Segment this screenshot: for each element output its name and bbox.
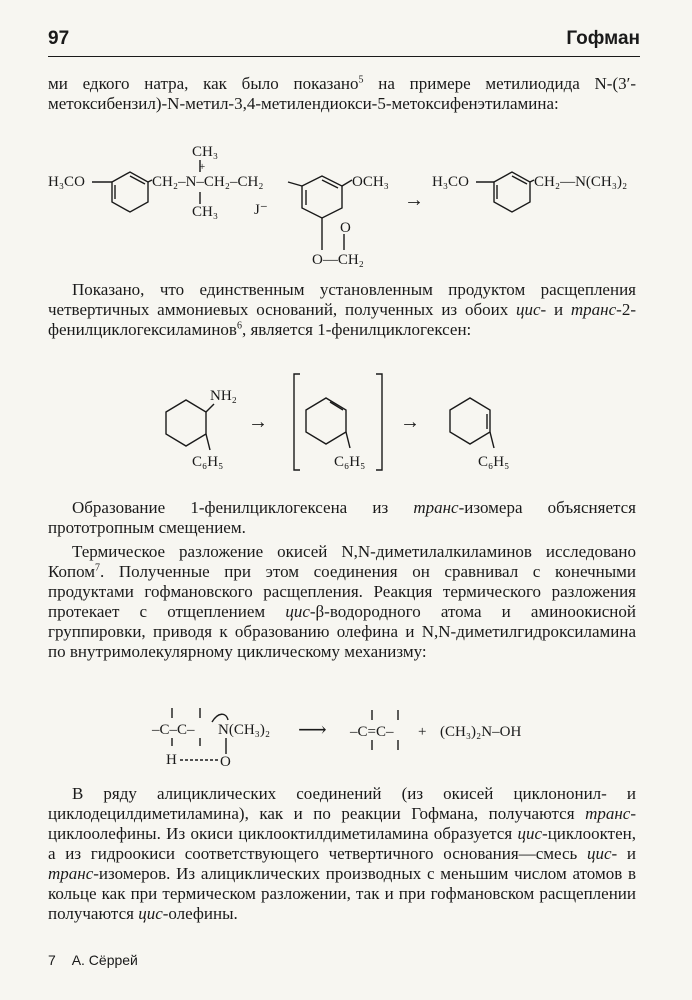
- s3-product: (CH₃)₂N–OH: [440, 724, 522, 740]
- p2-trans: транс: [570, 300, 617, 319]
- intermediate-ring: [306, 398, 346, 444]
- running-title: Гофман: [566, 28, 640, 49]
- p5-cis-2: цис: [586, 844, 612, 863]
- bracket-right: [376, 374, 382, 470]
- p2-text-4: , является 1-фенилциклогексен:: [241, 320, 472, 339]
- s1-chain: CH₂–N–CH₂–CH₂: [152, 174, 264, 190]
- s1-o-ring: O: [340, 220, 351, 236]
- scheme-1-structure: [0, 140, 692, 270]
- s1-anion: J⁻: [254, 202, 268, 218]
- page-header: [48, 26, 640, 57]
- paragraph-5: [48, 784, 636, 924]
- s1-plus: +: [199, 161, 206, 173]
- benzene-ring-3: [494, 172, 530, 212]
- phenylcyclohexene-ring: [450, 398, 490, 444]
- s2-ph-1: C₆H₅: [192, 454, 224, 470]
- s2-ph-3: C₆H₅: [478, 454, 510, 470]
- p4-text-1: Термическое разложение окисей N,N-диметилалкиламинов исследовано Копом: [48, 542, 636, 581]
- s2-nh2: NH₂: [210, 388, 237, 404]
- s3-arrow: ⟶: [298, 719, 327, 741]
- paragraph-1: [48, 74, 636, 114]
- paragraph-3: [48, 498, 636, 538]
- p5-text-4: - и: [611, 844, 636, 863]
- p1-text-1: ми едкого натра, как было показано: [48, 74, 359, 93]
- scheme-2-structure: [0, 366, 692, 476]
- author-signature: А. Сёррей: [71, 952, 138, 968]
- p5-cis-3: цис: [138, 904, 163, 923]
- page-number: 97: [48, 28, 70, 49]
- p5-text-5: -изомеров. Из алициклических производных с меньшим числом атомов в кольце как при термическом разложении, так и при гофмановском расщеплении получаются: [48, 864, 636, 923]
- p2-text-2: - и: [540, 300, 571, 319]
- p5-text-1: В ряду алициклических соединений (из окисей циклононил- и циклодецилдиметиламина), как и по реакции Гофмана, получаются: [48, 784, 636, 823]
- p2-text-3: -2-фенилциклогексиламинов: [48, 300, 636, 339]
- s3-alkene: –C=C–: [350, 724, 394, 740]
- s3-h-atom: H: [166, 752, 177, 768]
- s3-o-atom: O: [220, 754, 231, 770]
- p2-cis: цис: [516, 300, 541, 319]
- s3-plus: +: [418, 724, 427, 740]
- s1-h3co: H₃CO: [48, 174, 85, 190]
- p3-trans: транс: [413, 498, 459, 517]
- s1-prod-h3co: H₃CO: [432, 174, 469, 190]
- s3-cc: –C–C–: [152, 722, 195, 738]
- p5-text-6: -олефины.: [162, 904, 238, 923]
- scheme-3-structure: [0, 700, 692, 770]
- paragraph-2: [48, 280, 636, 340]
- benzene-ring-1: [112, 172, 148, 212]
- s3-n-group: N(CH₃)₂: [218, 722, 271, 738]
- p1-text-2: на примере метилиодида N-(3′-метоксибензил)-N-метил-3,4-метилендиокси-5-метоксифенэтиламина:: [48, 74, 637, 113]
- p3-text-1: Образование 1-фенилциклогексена из: [72, 498, 414, 517]
- p5-cis-1: цис: [517, 824, 543, 843]
- s1-o-ch2: O—CH₂: [312, 252, 364, 268]
- footnote-ref-5[interactable]: 5: [358, 74, 364, 86]
- cyclohexylamine-ring: [166, 400, 206, 446]
- p5-trans-1: транс: [585, 804, 631, 823]
- s1-prod-amine: CH₂—N(CH₃)₂: [534, 174, 628, 190]
- footnote-ref-6[interactable]: 6: [236, 320, 242, 332]
- p5-text-2: -циклоолефины. Из окиси циклооктилдиметиламина образуется: [48, 804, 636, 843]
- page-footer: [48, 952, 138, 968]
- p4-text-3: -β-водородного атома и аминоокисной группировки, приводя к образованию олефина и N,N-диметилгидроксиламина по внутримолекулярному циклическому механизму:: [48, 602, 636, 661]
- s1-ch3-bottom: CH₃: [192, 204, 219, 220]
- s1-och3: OCH₃: [352, 174, 389, 190]
- p3-text-2: -изомера объясняется прототропным смещением.: [48, 498, 636, 537]
- s3-electron-arrow: [212, 714, 228, 722]
- bracket-left: [294, 374, 300, 470]
- s2-arrow-1: →: [248, 411, 268, 433]
- p4-cis: цис: [285, 602, 310, 621]
- p5-trans-2: транс: [48, 864, 94, 883]
- benzene-ring-2: [302, 176, 342, 218]
- p5-text-3: -циклооктен, а из гидроокиси соответствующего четвертичного основания—смесь: [48, 824, 636, 863]
- s1-arrow: →: [404, 189, 424, 211]
- footnote-ref-7[interactable]: 7: [95, 562, 101, 574]
- s1-ch3-top: CH₃: [192, 144, 219, 160]
- paragraph-4: [48, 542, 636, 662]
- sheet-number: 7: [48, 952, 56, 968]
- p4-text-2: . Полученные при этом соединения он сравнивал с конечными продуктами гофмановского расщепления. Реакция термического разложения протекает с отщеплением: [48, 562, 636, 621]
- p2-text-1: Показано, что единственным установленным продуктом расщепления четвертичных аммониевых оснований, полученных из обоих: [48, 280, 636, 319]
- s2-ph-2: C₆H₅: [334, 454, 366, 470]
- s2-arrow-2: →: [400, 411, 420, 433]
